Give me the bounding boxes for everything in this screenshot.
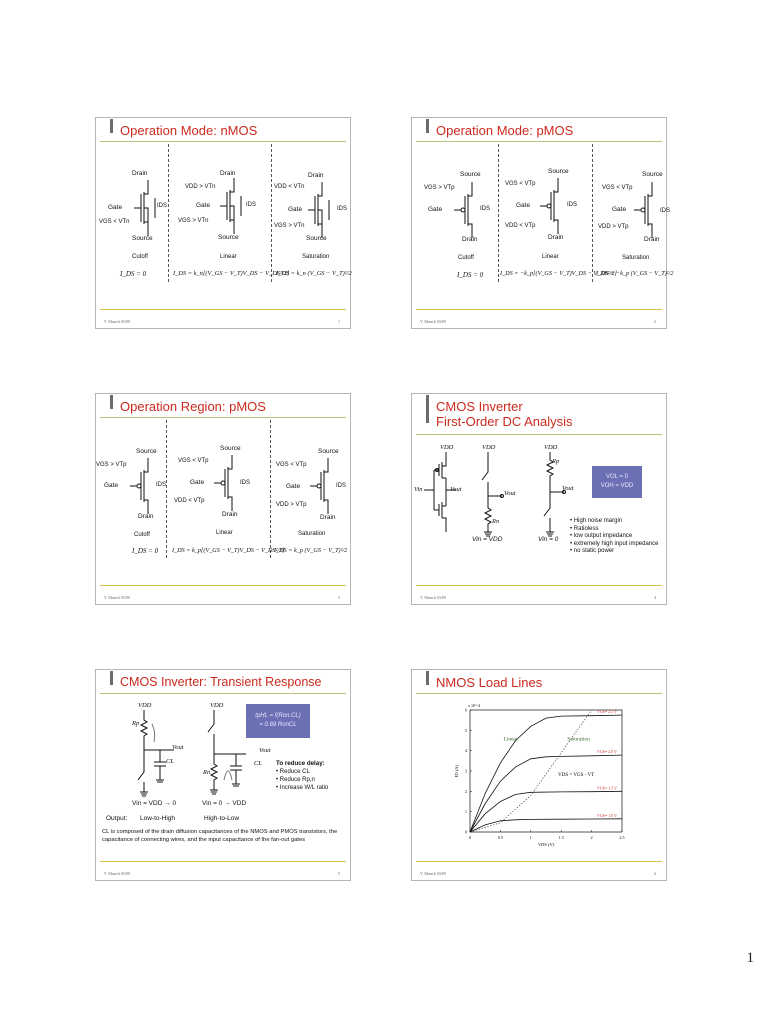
series-line xyxy=(470,819,622,832)
output-levels-box: VOL = 0 VOH = VDD xyxy=(592,466,642,498)
switch-resistor-icon xyxy=(478,452,508,542)
mode-label: Saturation xyxy=(298,531,326,537)
rc-charge-circuit-icon xyxy=(132,710,182,800)
vdd-label: VDD xyxy=(210,702,224,709)
x-axis-label: VDS (V) xyxy=(537,842,555,847)
slide-title: CMOS Inverter: Transient Response xyxy=(120,675,322,689)
gate-label: Gate xyxy=(196,202,211,209)
vdd-label: VDD xyxy=(544,444,558,451)
condition-label: VGS < VTp xyxy=(276,462,307,468)
nmos-transistor-icon xyxy=(308,182,338,238)
x-tick-label: 2.5 xyxy=(619,835,625,840)
drain-label: Drain xyxy=(222,511,238,518)
footer-author: V. Munch 03/09 xyxy=(420,595,446,600)
slide-pmos-operation xyxy=(411,117,674,329)
list-item: • Ratioless xyxy=(570,526,659,534)
vout-label: Vout xyxy=(562,485,574,492)
title-bar xyxy=(110,395,113,409)
title-bar xyxy=(426,119,429,133)
mode-label: Linear xyxy=(542,254,559,260)
mode-label: Cutoff xyxy=(458,255,474,261)
list-item: • low output impedance xyxy=(570,533,659,541)
slide-content xyxy=(96,144,352,308)
slide-number: 5 xyxy=(338,871,340,876)
y-tick-label: 4 xyxy=(465,748,467,754)
title-bar xyxy=(426,395,429,423)
slide-nmos-operation xyxy=(95,117,351,329)
footer-author: V. Munch 03/09 xyxy=(104,595,130,600)
equation: I_DS = 0 xyxy=(120,270,147,278)
caption: Vin = VDD xyxy=(472,536,503,543)
slide-pmos-region xyxy=(95,393,351,605)
gate-label: Gate xyxy=(288,206,303,213)
gate-label: Gate xyxy=(190,479,205,486)
vdd-label: VDD xyxy=(440,444,454,451)
mode-label: Cutoff xyxy=(132,254,148,260)
ids-label: IDS xyxy=(157,203,168,209)
drain-label: Drain xyxy=(462,236,478,243)
gate-label: Gate xyxy=(108,204,123,211)
condition-label: VGS < VTn xyxy=(99,219,130,225)
delay-heading: To reduce delay: xyxy=(276,760,325,767)
vout-label: Vout xyxy=(172,744,184,751)
caption: Vin = 0 → VDD xyxy=(202,800,247,807)
annotation-linear: Linear xyxy=(503,736,518,743)
rn-label: Rn xyxy=(492,518,500,525)
footer-author: V. Munch 03/09 xyxy=(104,319,130,324)
rn-label: Rn xyxy=(203,769,211,776)
condition-label: VGS < VTp xyxy=(602,185,633,191)
gate-label: Gate xyxy=(286,483,301,490)
drain-label: Drain xyxy=(644,236,660,243)
condition-label: VGS > VTp xyxy=(96,462,127,468)
rp-label: Rp xyxy=(552,458,560,465)
vdd-label: VDD xyxy=(482,444,496,451)
gate-label: Gate xyxy=(612,206,627,213)
slide-title: CMOS Inverter First-Order DC Analysis xyxy=(436,399,573,429)
equation: I_DS = 0 xyxy=(132,547,159,555)
condition-label: VDD < VTp xyxy=(505,223,536,229)
y-multiplier: x 10^-4 xyxy=(468,703,481,708)
cl-label: CL xyxy=(254,760,262,767)
mode-label: Saturation xyxy=(622,255,650,261)
pmos-transistor-icon xyxy=(214,455,244,511)
condition-label: VGS > VTp xyxy=(424,185,455,191)
equation: I_DS = −k_p (V_GS − V_T)²/2 xyxy=(596,270,674,277)
output-value: High-to-Low xyxy=(204,815,240,822)
equation: I_DS = k_p[(V_GS − V_T)V_DS − V_DS²/2] xyxy=(172,547,285,554)
source-label: Source xyxy=(218,234,239,241)
title-bar xyxy=(110,119,113,133)
output-value: Low-to-High xyxy=(140,815,176,822)
source-label: Source xyxy=(132,235,153,242)
y-tick-label: 6 xyxy=(465,707,467,713)
delay-list xyxy=(276,768,328,792)
switch-resistor-icon xyxy=(540,452,570,542)
condition-label: VDD > VTp xyxy=(276,502,307,508)
condition-label: VGS > VTn xyxy=(274,223,305,229)
rc-discharge-circuit-icon xyxy=(202,710,252,800)
footer-author: V. Munch 03/09 xyxy=(420,871,446,876)
slide-cmos-dc xyxy=(411,393,667,605)
y-tick-label: 2 xyxy=(465,788,467,794)
nmos-transistor-icon xyxy=(220,178,250,234)
slide-number: 3 xyxy=(338,595,340,600)
equation: I_DS = k_n (V_GS − V_T)²/2 xyxy=(276,270,352,277)
nmos-transistor-icon xyxy=(134,180,164,236)
condition-label: VDD < VTp xyxy=(174,498,205,504)
condition-label: VDD < VTn xyxy=(274,184,305,190)
pmos-transistor-icon xyxy=(130,458,160,514)
series-label: VGS= 2.5 V xyxy=(597,709,618,715)
vdd-label: VDD xyxy=(138,702,152,709)
gate-label: Gate xyxy=(428,206,443,213)
slide-nmos-load-lines xyxy=(411,669,667,881)
condition-label: VGS < VTp xyxy=(505,181,536,187)
series-line xyxy=(470,755,622,832)
y-tick-label: 1 xyxy=(465,809,467,815)
y-tick-label: 3 xyxy=(465,768,467,774)
vout-label: Vout xyxy=(259,747,271,754)
ids-label: IDS xyxy=(480,206,491,212)
ids-label: IDS xyxy=(240,480,251,486)
annotation-saturation: Saturation xyxy=(567,736,590,743)
series-line xyxy=(470,791,622,832)
ids-label: IDS xyxy=(336,483,347,489)
list-item: • extremely high input impedance xyxy=(570,541,659,549)
footer-author: V. Munch 03/09 xyxy=(420,319,446,324)
ids-label: IDS xyxy=(246,202,257,208)
drain-label: Drain xyxy=(138,513,154,520)
source-label: Source xyxy=(220,445,241,452)
cl-label: CL xyxy=(166,758,174,765)
source-label: Source xyxy=(318,448,339,455)
series-label: VGS= 1.0 V xyxy=(597,812,618,818)
title-bar xyxy=(426,671,429,685)
condition-label: VGS < VTp xyxy=(178,458,209,464)
slide-cmos-transient xyxy=(95,669,351,881)
delay-formula-box: tpHL = f(Ron.CL) = 0.69 RonCL xyxy=(246,704,310,738)
ids-label: IDS xyxy=(156,482,167,488)
drain-label: Drain xyxy=(220,170,236,177)
slide-title: Operation Region: pMOS xyxy=(120,399,266,414)
mode-label: Saturation xyxy=(302,254,330,260)
pmos-transistor-icon xyxy=(540,178,570,234)
y-axis-label: ID (A) xyxy=(454,764,459,778)
y-tick-label: 5 xyxy=(465,727,467,733)
title-bar xyxy=(110,671,113,685)
description-paragraph: CL is composed of the drain diffusion capacitances of the NMOS and PMOS transistors, the capacitance of connecting wires, and the input capacitance of the fan-out gates xyxy=(102,829,338,843)
vout-label: Vout xyxy=(450,486,462,493)
slide-content xyxy=(96,696,352,860)
mode-label: Linear xyxy=(216,530,233,536)
slide-number: 6 xyxy=(654,871,656,876)
slide-number: 2 xyxy=(654,319,656,324)
rp-label: Rp xyxy=(132,720,140,727)
source-label: Source xyxy=(642,171,663,178)
caption: Vin = 0 xyxy=(538,536,559,543)
drain-label: Drain xyxy=(308,172,324,179)
equation: I_DS = k_n[(V_GS − V_T)V_DS − V_DS²/2] xyxy=(173,270,290,277)
feature-list xyxy=(570,518,659,556)
pmos-transistor-icon xyxy=(634,182,664,238)
list-item: • Increase W/L ratio xyxy=(276,784,328,792)
slide-number: 1 xyxy=(338,319,340,324)
y-tick-label: 0 xyxy=(465,829,467,835)
mode-label: Linear xyxy=(220,254,237,260)
slide-content xyxy=(412,444,668,608)
caption: Vin = VDD → 0 xyxy=(132,800,177,807)
list-item: • High noise margin xyxy=(570,518,659,526)
ids-label: IDS xyxy=(567,202,578,208)
x-tick-label: 0 xyxy=(469,835,471,840)
boundary-line xyxy=(470,710,595,832)
condition-label: VGS > VTn xyxy=(178,218,209,224)
equation: I_DS = 0 xyxy=(457,271,484,279)
annotation-boundary: VDS = VGS - VT xyxy=(558,773,595,779)
ids-label: IDS xyxy=(337,206,348,212)
footer-author: V. Munch 03/09 xyxy=(104,871,130,876)
vin-label: Vin xyxy=(414,486,423,493)
series-label: VGS= 1.5 V xyxy=(597,785,618,791)
x-tick-label: 2 xyxy=(590,835,593,840)
slide-number: 4 xyxy=(654,595,656,600)
list-item: • no static power xyxy=(570,548,659,556)
drain-label: Drain xyxy=(548,234,564,241)
vout-label: Vout xyxy=(504,490,516,497)
x-tick-label: 0.5 xyxy=(497,835,503,840)
source-label: Source xyxy=(136,448,157,455)
source-label: Source xyxy=(548,168,569,175)
slide-title: NMOS Load Lines xyxy=(436,675,543,690)
condition-label: VDD > VTn xyxy=(185,184,216,190)
mode-label: Cutoff xyxy=(134,532,150,538)
series-label: VGS= 2.0 V xyxy=(597,749,618,755)
pmos-transistor-icon xyxy=(310,458,340,514)
gate-label: Gate xyxy=(104,482,119,489)
slide-title: Operation Mode: nMOS xyxy=(120,123,258,138)
list-item: • Reduce Rp,n xyxy=(276,776,328,784)
ids-label: IDS xyxy=(660,208,671,214)
x-tick-label: 1.5 xyxy=(558,835,564,840)
gate-label: Gate xyxy=(516,202,531,209)
x-tick-label: 1 xyxy=(529,835,532,840)
source-label: Source xyxy=(460,171,481,178)
slide-title: Operation Mode: pMOS xyxy=(436,123,574,138)
list-item: • Reduce CL xyxy=(276,768,328,776)
load-line-chart xyxy=(412,700,668,870)
slide-content xyxy=(96,420,352,584)
drain-label: Drain xyxy=(132,170,148,177)
equation: I_DS = k_p (V_GS − V_T)²/2 xyxy=(274,547,348,554)
source-label: Source xyxy=(306,235,327,242)
page-number: 1 xyxy=(746,950,754,966)
output-label: Output: xyxy=(106,815,128,822)
condition-label: VDD > VTp xyxy=(598,224,629,230)
cmos-inverter-icon xyxy=(424,452,464,532)
equation: I_DS = −k_p[(V_GS − V_T)V_DS − V_DS²/2] xyxy=(500,270,617,277)
slide-content xyxy=(412,144,674,308)
pmos-transistor-icon xyxy=(454,182,484,238)
drain-label: Drain xyxy=(320,514,336,521)
